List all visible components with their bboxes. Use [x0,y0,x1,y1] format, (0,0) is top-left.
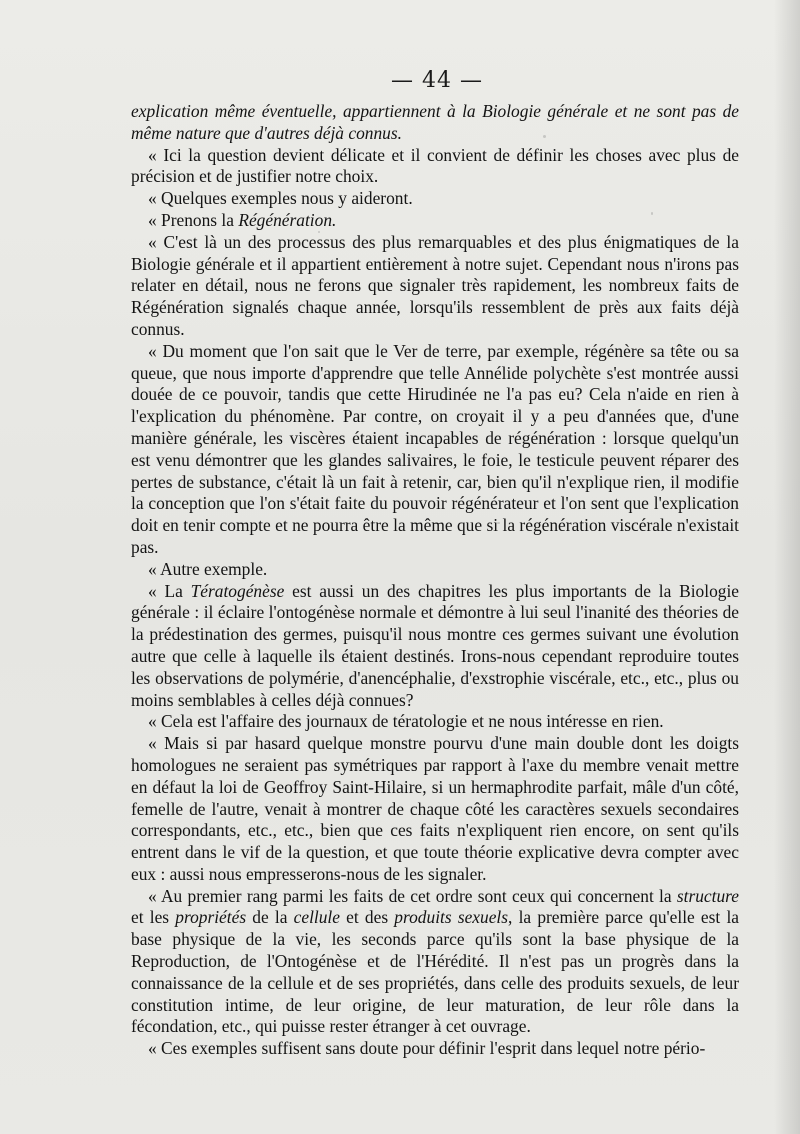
paragraph [131,341,739,559]
paragraph [131,733,739,886]
paragraph [131,188,739,210]
paragraph [131,232,739,341]
page-number: — 44 — [391,68,483,93]
text-run: « Au premier rang parmi les faits de cet ordre sont ceux qui concernent la [148,885,677,906]
text-run: , la première parce qu'elle est la base physique de la vie, les seconds parce qu'ils sont la base physique de la Reproduction, de l'Ontogénèse et de l'Hérédité. Il n'est pas un progrès dans la connaissance de la cellule et de ses propriétés, dans celle des produits sexuels, de leur constitution intime, de leur origine, de leur maturation, de leur rôle dans la fécondation, etc., qui puisse rester étranger à cet ouvrage. [131,907,739,1037]
italic-text: cellule [293,907,340,928]
italic-text: propriétés [175,907,247,928]
text-run: « Autre exemple. [148,558,268,579]
text-run: est aussi un des chapitres les plus importants de la Biologie générale : il éclaire l'ontogénèse normale et démontre à lui seul l'inanité des théories de la prédestination des germes, puisqu'il nous montre ces germes suivant une évolution autre que celle à laquelle ils étaient destinés. Irons-nous cependant reproduire toutes les observations de polymérie, d'anencéphalie, d'exstrophie viscérale, etc., etc., plus ou moins semblables à celles déjà connues? [131,580,740,710]
text-run: « Cela est l'affaire des journaux de tératologie et ne nous intéresse en rien. [148,711,664,732]
text-run: « Du moment que l'on sait que le Ver de terre, par exemple, régénère sa tête ou sa queue, que nous importe d'apprendre que telle Annélide polychète s'est montrée aussi douée de ce pouvoir, tandis que cette Hirudinée ne l'a pas eu? Cela n'aide en rien à l'explication du phénomène. Par contre, on croyait il y a peu d'années que, d'une manière générale, les viscères étaient incapables de régénération : lorsque quelqu'un est venu démontrer que les glandes salivaires, le foie, le testicule peuvent réparer des pertes de substance, c'était là un fait à retenir, car, bien qu'il n'explique rien, il modifie la conception que l'on s'était faite du pouvoir régénérateur et l'on sent que l'explication doit en tenir compte et ne pourra être la même que si la régénération viscérale n'existait pas. [131,340,739,557]
body-text [131,101,739,1060]
text-run: « La [148,580,191,601]
italic-text: produits sexuels [394,907,509,928]
paragraph [131,559,739,581]
text-run: « Ici la question devient délicate et il convient de définir les choses avec plus de précision et de justifier notre choix. [131,144,739,187]
text-run: de la [246,907,294,928]
paragraph [131,1038,739,1060]
text-run: et les [131,907,176,928]
text-run: « Mais si par hasard quelque monstre pourvu d'une main double dont les doigts homologues ne seraient pas symétriques par rapport à l'axe du membre venait mettre en défaut la loi de Geoffroy Saint-Hilaire, si un hermaphrodite parfait, mâle d'un côté, femelle de l'autre, venait à montrer de chaque côté les caractères sexuels secondaires correspondants, etc., etc., bien que ces faits n'expliquent rien encore, on sent qu'ils entrent dans le vif de la question, et que toute théorie explicative devra compter avec eux : aussi nous empresserons-nous de les signaler. [131,733,739,884]
paragraph [131,101,739,145]
paragraph [131,711,739,733]
page-edge-shadow [774,0,800,1134]
italic-text: Tératogénèse [190,580,285,601]
text-run: « Ces exemples suffisent sans doute pour définir l'esprit dans lequel notre pério- [148,1038,706,1059]
paragraph [131,210,739,232]
italic-text: Régénération. [238,209,337,230]
text-run: et des [340,907,395,928]
text-run: « C'est là un des processus des plus remarquables et des plus énigmatiques de la Biologie générale et il appartient entièrement à notre sujet. Cependant nous n'irons pas relater en détail, nous ne ferons que signaler très rapidement, les nombreux faits de Régénération signalés chaque année, lorsqu'ils ressemblent de près aux faits déjà connus. [131,231,739,339]
italic-text: structure [676,885,739,906]
paragraph [131,145,739,189]
text-run: « Quelques exemples nous y aideront. [148,188,413,209]
paragraph [131,581,739,712]
paragraph [131,886,739,1039]
text-run: « Prenons la [148,209,239,230]
italic-text: explication même éventuelle, appartiennent à la Biologie générale et ne sont pas de même nature que d'autres déjà connus. [131,101,739,143]
